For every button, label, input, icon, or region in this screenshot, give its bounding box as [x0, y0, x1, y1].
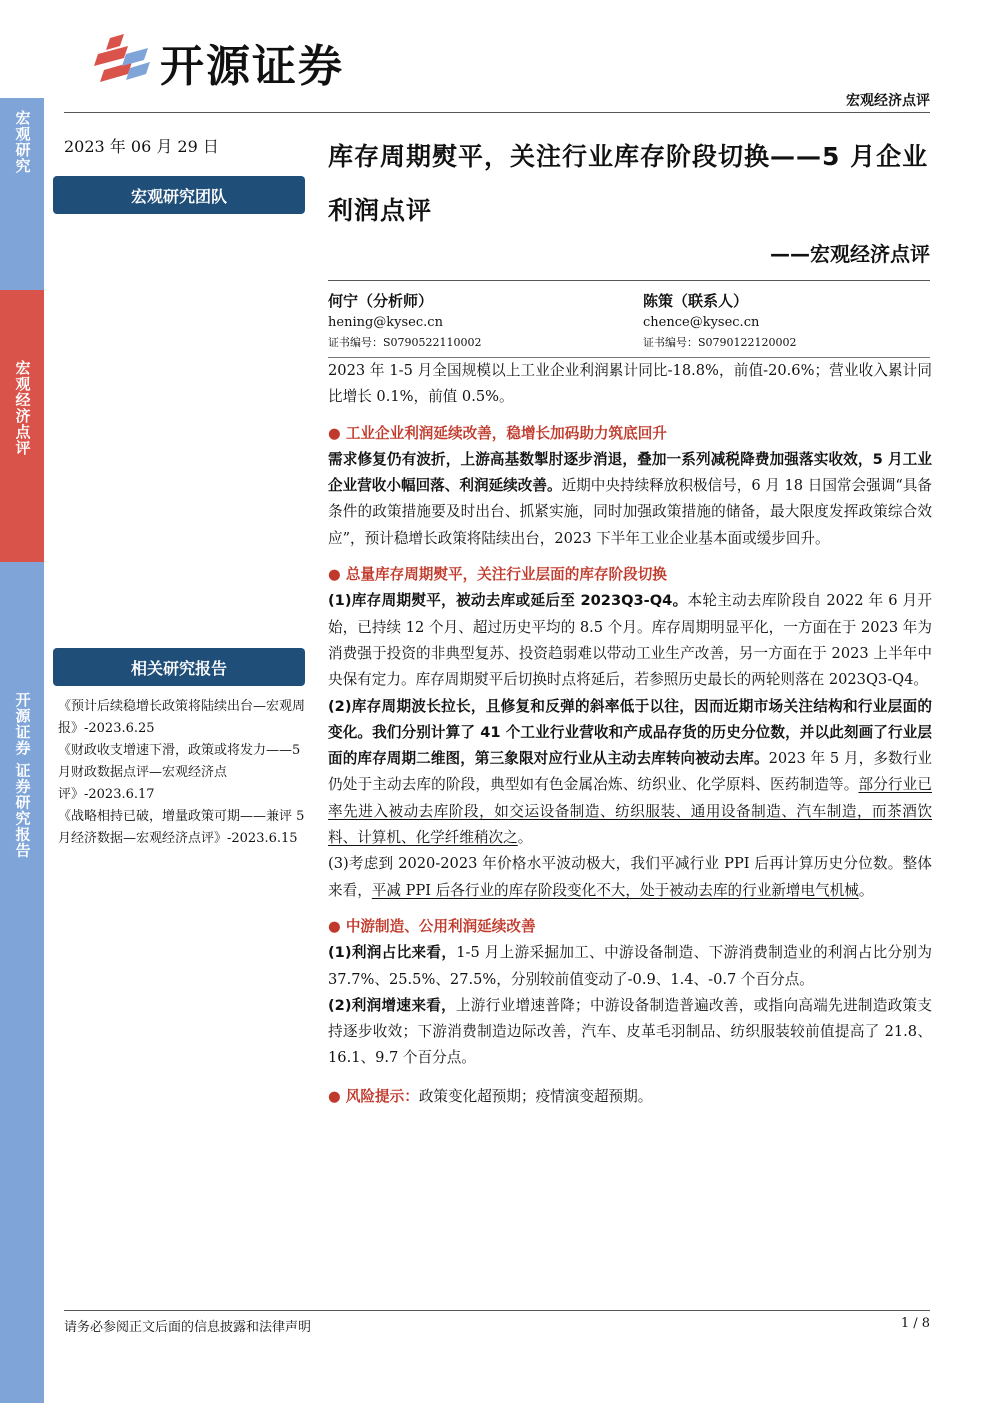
- related-report-item[interactable]: 《财政收支增速下滑，政策或将发力——5 月财政数据点评—宏观经济点评》-2023.6.17: [58, 743, 301, 802]
- footer-divider: [64, 1310, 930, 1311]
- paragraph: [328, 588, 932, 693]
- paragraph: [328, 447, 932, 552]
- paragraph-text: 2023 年 5 月，多数行业仍处于主动去库的阶段，典型如有色金属冶炼、纺织业、化学原料、医药制造等。: [328, 750, 932, 794]
- bold-lead: (1)库存周期熨平，被动去库或延后至 2023Q3-Q4。: [328, 592, 688, 610]
- header-divider: [64, 112, 930, 113]
- team-label: 宏观研究团队: [53, 176, 305, 214]
- section-heading-text: 总量库存周期熨平，关注行业层面的库存阶段切换: [345, 566, 667, 584]
- header-category: 宏观经济点评: [846, 93, 930, 109]
- sidebar-bottom-label: 开源证券 证券研究报告: [13, 692, 32, 859]
- sidebar-block-top: [0, 98, 44, 290]
- paragraph-end: 。: [858, 881, 874, 899]
- author-cert: 证书编号：S0790522110002: [328, 336, 482, 349]
- risk-note: [328, 1084, 932, 1110]
- report-body: [328, 358, 932, 1110]
- paragraph-end: 。: [517, 829, 533, 847]
- paragraph-text: (3)考虑到 2020-2023 年价格水平波动极大，我们平减行业 PPI 后再计算历史分位数。整体来看，: [328, 855, 932, 899]
- author-cert: 证书编号：S0790122120002: [643, 336, 797, 349]
- brand-name: 开源证券: [160, 41, 344, 92]
- title-divider: [328, 280, 930, 281]
- report-subtitle: ——宏观经济点评: [770, 242, 930, 266]
- author-block: [643, 290, 797, 352]
- risk-label: 风险提示：: [345, 1087, 419, 1105]
- author-name: 何宁（分析师）: [328, 292, 434, 310]
- footer-disclaimer: 请务必参阅正文后面的信息披露和法律声明: [64, 1320, 312, 1335]
- bold-lead: (2)库存周期波长拉长，且修复和反弹的斜率低于以往，因而近期市场关注结构和行业层面的变化。我们分别计算了 41 个工业行业营收和产成品存货的历史分位数，并以此刻画了行业层面的库存周期二维图，第三象限对应行业从主动去库转向被动去库。: [328, 697, 932, 768]
- bullet-icon: ●: [328, 566, 346, 584]
- risk-text: 政策变化超预期；疫情演变超预期。: [418, 1087, 653, 1105]
- bold-lead: 需求修复仍有波折，上游高基数掣肘逐步消退，叠加一系列减税降费加强落实收效，5 月工业企业营收小幅回落、利润延续改善。: [328, 450, 932, 495]
- author-block: [328, 290, 482, 352]
- sidebar-block-middle: [0, 290, 44, 562]
- paragraph-text: 近期中央持续释放积极信号，6 月 18 日国常会强调“具备条件的政策措施要及时出台、抓紧实施，同时加强政策措施的储备，最大限度发挥政策综合效应”，预计稳增长政策将陆续出台，2023 下半年工业企业基本面或缓步回升。: [328, 477, 932, 547]
- paragraph: [328, 694, 932, 852]
- report-date: 2023 年 06 月 29 日: [64, 137, 219, 156]
- bullet-icon: ●: [328, 424, 346, 442]
- underlined-text: 平减 PPI 后各行业的库存阶段变化不大，处于被动去库的行业新增电气机械: [371, 881, 859, 899]
- section-heading-text: 中游制造、公用利润延续改善: [345, 917, 536, 935]
- paragraph: [328, 940, 932, 993]
- author-email[interactable]: hening@kysec.cn: [328, 315, 443, 330]
- section-heading: [328, 562, 932, 588]
- sidebar-middle-label: 宏观经济点评: [13, 360, 32, 456]
- bold-lead: (2)利润增速来看，: [328, 996, 456, 1014]
- brand-logo-icon: [90, 34, 152, 90]
- author-email[interactable]: chence@kysec.cn: [643, 315, 760, 330]
- brand-logo: [90, 30, 344, 94]
- paragraph: [328, 993, 932, 1072]
- sidebar-top-label: 宏观研究: [13, 110, 32, 174]
- intro-paragraph: 2023 年 1-5 月全国规模以上工业企业利润累计同比-18.8%，前值-20.6%；营业收入累计同比增长 0.1%，前值 0.5%。: [328, 362, 932, 406]
- bullet-icon: ●: [328, 917, 346, 935]
- related-report-item[interactable]: 《战略相持已破，增量政策可期——兼评 5 月经济数据—宏观经济点评》-2023.6.15: [58, 809, 305, 846]
- section-heading: [328, 914, 932, 940]
- sidebar: [0, 0, 44, 1403]
- related-report-item[interactable]: 《预计后续稳增长政策将陆续出台—宏观周报》-2023.6.25: [58, 699, 306, 736]
- paragraph-text: 1-5 月上游采掘加工、中游设备制造、下游消费制造业的利润占比分别为 37.7%、25.5%、27.5%，分别较前值变动了-0.9、1.4、-0.7 个百分点。: [328, 944, 932, 988]
- bullet-icon: ●: [328, 1087, 346, 1105]
- paragraph-text: 本轮主动去库阶段自 2022 年 6 月开始，已持续 12 个月、超过历史平均的 8.5 个月。库存周期明显平化，一方面在于 2023 年为消费强于投资的非典型复苏、投资趋弱难以带动工业生产改善，另一方面在于 2023 上半年中央保有定力。库存周期熨平后切换时点将延后，若参照历史最长的两轮则落在 2023Q3-Q4。: [328, 592, 932, 689]
- bold-lead: (1)利润占比来看，: [328, 944, 457, 962]
- author-name: 陈策（联系人）: [643, 292, 749, 310]
- page-number: 1 / 8: [900, 1316, 930, 1331]
- report-title: 库存周期熨平，关注行业库存阶段切换——5 月企业利润点评: [328, 142, 929, 225]
- section-heading: [328, 421, 932, 447]
- sidebar-block-bottom: [0, 562, 44, 1403]
- section-heading-text: 工业企业利润延续改善，稳增长加码助力筑底回升: [345, 424, 667, 442]
- related-reports-title: 相关研究报告: [53, 648, 305, 686]
- paragraph-text: 上游行业增速普降；中游设备制造普遍改善，或指向高端先进制造政策支持逐步收效；下游消费制造边际改善，汽车、皮革毛羽制品、纺织服装较前值提高了 21.8、16.1、9.7 个百分点。: [328, 996, 932, 1067]
- underlined-text: 部分行业已率先进入被动去库阶段，如交运设备制造、纺织服装、通用设备制造、汽车制造，而茶酒饮料、计算机、化学纤维稍次之: [328, 776, 932, 847]
- paragraph: [328, 851, 932, 904]
- related-reports-list: [58, 696, 310, 850]
